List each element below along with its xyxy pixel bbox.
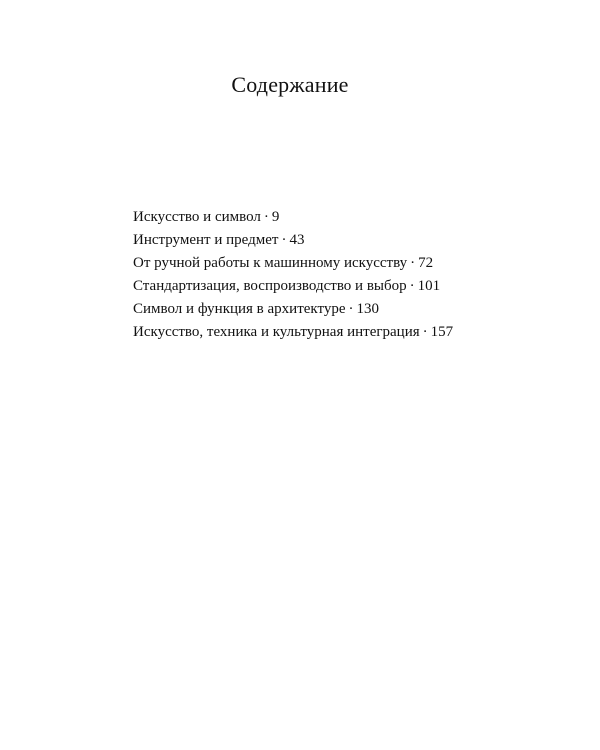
toc-entry [133,323,463,342]
toc-separator: · [410,255,416,271]
toc-entry-label: Инструмент и предмет [133,232,279,248]
toc-entry-page: 72 [418,255,434,271]
toc-entry-page: 9 [271,209,280,225]
toc-entry [133,231,463,250]
toc-entry-page: 43 [289,232,305,248]
toc-entry-label: Искусство, техника и культурная интеграция [133,324,420,340]
toc-entry-page: 101 [417,278,441,294]
table-of-contents [133,208,463,346]
page-title: Содержание [231,72,349,97]
toc-entry [133,254,463,273]
toc-entry [133,300,463,319]
toc-separator: · [348,301,354,317]
toc-entry-label: От ручной работы к машинному искусству [133,255,408,271]
toc-separator: · [409,278,415,294]
toc-separator: · [422,324,428,340]
toc-entry [133,208,463,227]
toc-entry [133,277,463,296]
toc-entry-label: Стандартизация, воспроизводство и выбор [133,278,407,294]
toc-separator: · [263,209,269,225]
toc-entry-page: 130 [356,301,380,317]
toc-entry-label: Символ и функция в архитектуре [133,301,346,317]
toc-entry-page: 157 [430,324,454,340]
toc-entry-label: Искусство и символ [133,209,261,225]
toc-separator: · [281,232,287,248]
